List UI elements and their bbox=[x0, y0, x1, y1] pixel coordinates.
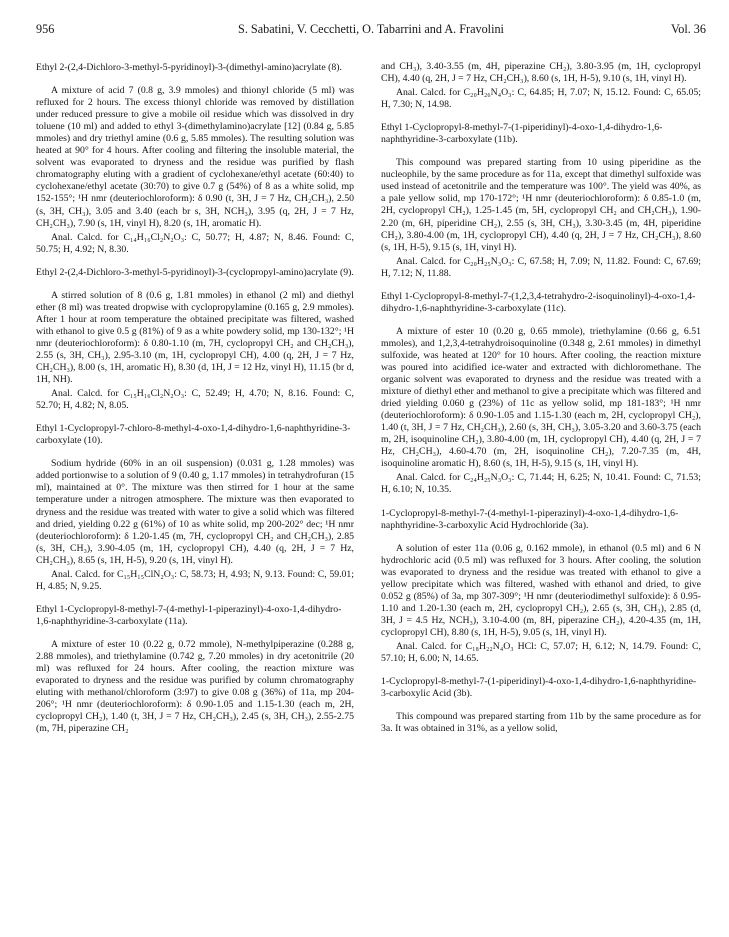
running-header bbox=[36, 22, 706, 38]
analysis-line: Anal. Calcd. for C₁₅H₁₆Cl₂N₂O₃: C, 52.49; H, 4.70; N, 8.16. Found: C, 52.70; H, 4.82; N, 8.05. bbox=[36, 388, 354, 412]
volume-label: Vol. 36 bbox=[671, 22, 706, 36]
analysis-line: Anal. Calcd. for C₂₄H₂₅N₃O₃: C, 71.44; H, 6.25; N, 10.41. Found: C, 71.53; H, 6.10; N, 10.35. bbox=[381, 472, 701, 496]
compound-heading: 1-Cyclopropyl-8-methyl-7-(1-piperidinyl)-4-oxo-1,4-dihydro-1,6-naphthyridine-3-carboxylic Acid (3b). bbox=[381, 676, 697, 700]
analysis-line: Anal. Calcd. for C₂₀H₂₅N₃O₃: C, 67.58; H, 7.09; N, 11.82. Found: C, 67.69; H, 7.12; N, 11.88. bbox=[381, 255, 701, 279]
analysis-line: Anal. Calcd. for C₁₄H₁₆Cl₂N₂O₃: C, 50.77; H, 4.87; N, 8.46. Found: C, 50.75; H, 4.92; N, 8.30. bbox=[36, 231, 354, 255]
compound-heading: Ethyl 2-(2,4-Dichloro-3-methyl-5-pyridinoyl)-3-(dimethyl-amino)acrylate (8). bbox=[36, 62, 342, 73]
left-column bbox=[36, 62, 354, 735]
procedure-paragraph: A mixture of ester 10 (0.22 g, 0.72 mmole), N-methylpiperazine (0.288 g, 2.88 mmoles), and triethylamine (0.742 g, 7.20 mmoles) in dry acetonitrile (20 ml) was refluxed for 24 hours. After cooling, the reaction mixture was evaporated to dryness and the residue was purified by column chromatography eluting with methanol/chloroform (3:97) to give 0.08 g (36%) of 11a, mp 204-206°; ¹H nmr (deuteriochloroform): δ 0.90-1.05 and 1.15-1.30 (each m, 2H, cyclopropyl CH₂), 1.40 (t, 3H, J = 7 Hz, CH₂CH₃), 2.45 (s, 3H, CH₃), 2.55-2.75 (m, 7H, piperazine CH₂ bbox=[36, 638, 354, 735]
compound-heading: 1-Cyclopropyl-8-methyl-7-(4-methyl-1-piperazinyl)-4-oxo-1,4-dihydro-1,6-naphthyridine-3-carboxylic Acid Hydrochloride (3a). bbox=[381, 507, 679, 531]
compound-heading: Ethyl 1-Cyclopropyl-8-methyl-7-(1-piperidinyl)-4-oxo-1,4-dihydro-1,6-naphthyridine-3-carboxylate (11b). bbox=[381, 122, 663, 146]
procedure-paragraph: Sodium hydride (60% in an oil suspension) (0.031 g, 1.28 mmoles) was added portionwise to a solution of 9 (0.40 g, 1.17 mmoles) in tetrahydrofuran (15 ml), maintained at 0°. The mixture was then stirred for 1 hour at the same temperature under a nitrogen atmosphere. The mixture was then evaporated to dryness and the residue was treated with water to give a solid which was filtered and dried, yielding 0.22 g (61%) of 10 as white solid, mp 200-202° dec; ¹H nmr (deuteriochloroform): δ 1.20-1.45 (m, 7H, cyclopropyl CH₂ and CH₂CH₃), 2.85 (s, 3H, CH₃), 3.90-4.05 (m, 1H, cyclopropyl CH), 4.40 (q, 2H, J = 7 Hz, CH₂CH₃), 8.65 (s, 1H, H-5), 9.20 (s, 1H, vinyl H). bbox=[36, 458, 354, 566]
procedure-paragraph: This compound was prepared starting from 11b by the same procedure as for 3a. It was obtained in 31%, as a yellow solid, bbox=[381, 711, 701, 735]
right-column bbox=[381, 61, 701, 735]
analysis-line: Anal. Calcd. for C₂₀H₂₆N₄O₃: C, 64.85; H, 7.07; N, 15.12. Found: C, 65.05; H, 7.30; N, 14.98. bbox=[381, 87, 701, 111]
procedure-paragraph: A mixture of acid 7 (0.8 g, 3.9 mmoles) and thionyl chloride (5 ml) was refluxed for 2 hours. The excess thionyl chloride was removed by distillation under reduced pressure to give a mobile oil residue which was dissolved in dry toluene (10 ml) and added to ethyl 3-(dimethylamino)acrylate [12] (0.84 g, 5.85 mmoles) and dry triethyl amine (0.6 g, 5.85 mmoles). The resulting solution was heated at 90° for 4 hours. After cooling and filtering the insoluble material, the solvent was evaporated to dryness and the residue was purified by flash chromatography eluting with a gradient of cyclohexane/ethyl acetate (60:40) to cyclohexane/ethyl acetate (30:70) to give 0.7 g (54%) of 8 as a white solid, mp 152-155°; ¹H nmr (deuteriochloroform): δ 0.90 (t, 3H, J = 7 Hz, CH₂CH₃), 2.50 (s, 3H, CH₃), 3.05 and 3.40 (each br s, 3H, NCH₃), 3.95 (q, 2H, J = 7 Hz, CH₂CH₃), 7.90 (s, 1H, vinyl H), 8.20 (s, 1H, aromatic H). bbox=[36, 85, 354, 229]
analysis-line: Anal. Calcd. for C₁₈H₂₂N₄O₃ HCl: C, 57.07; H, 6.12; N, 14.79. Found: C, 57.10; H, 6.00; N, 14.65. bbox=[381, 640, 701, 665]
page-number: 956 bbox=[36, 22, 55, 36]
procedure-paragraph-continued: and CH₃), 3.40-3.55 (m, 4H, piperazine CH₂), 3.80-3.95 (m, 1H, cyclopropyl CH), 4.40 (q, 2H, J = 7 Hz, CH₂CH₃), 8.60 (s, 1H, H-5), 9.10 (s, 1H, vinyl H). bbox=[381, 61, 701, 85]
procedure-paragraph: A mixture of ester 10 (0.20 g, 0.65 mmole), triethylamine (0.66 g, 6.51 mmoles), and 1,2,3,4-tetrahydroisoquinoline (0.348 g, 2.61 mmoles) in dimethyl sulfoxide, was heated at 120° for 10 hours. After cooling, the reaction mixture was poured into acidified ice-water and extracted with dichloromethane. The organic solvent was evaporated to dryness and the residue was treated with a mixture of diethyl ether and methanol to give a precipitate which was filtered and dried yielding 0.060 g (23%) of 11c as yellow solid, mp 181-183°; ¹H nmr (deuteriochloroform): δ 0.90-1.05 and 1.15-1.30 (each m, 2H, cyclopropyl CH₂), 1.40 (t, 3H, J = 7 Hz, CH₂CH₃), 2.60 (s, 3H, CH₃), 3.05-3.20 and 3.60-3.75 (each m, 2H, isoquinoline CH₂), 3.80-4.00 (m, 1H, cyclopropyl CH), 4.40 (q, 2H, J = 7 Hz, CH₂CH₃), 4.60-4.70 (m, 2H, isoquinoline CH₂), 7.20-7.35 (m, 4H, isoquinoline aromatic H), 8.60 (s, 1H, H-5), 9.15 (s, 1H, vinyl H). bbox=[381, 325, 701, 470]
analysis-line: Anal. Calcd. for C₁₅H₁₅ClN₂O₃: C, 58.73; H, 4.93; N, 9.13. Found: C, 59.01; H, 4.85; N, 9.25. bbox=[36, 568, 354, 592]
compound-heading: Ethyl 1-Cyclopropyl-8-methyl-7-(4-methyl-1-piperazinyl)-4-oxo-1,4-dihydro-1,6-naphthyridine-3-carboxylate (11a). bbox=[36, 603, 342, 627]
procedure-paragraph: This compound was prepared starting from 10 using piperidine as the nucleophile, by the same procedure as for 11a, except that dimethyl sulfoxide was used instead of acetonitrile and the temperature was 100°. The yield was 40%, as a pale yellow solid, mp 170-172°; ¹H nmr (deuteriochloroform): δ 0.85-1.0 (m, 2H, cyclopropyl CH₂), 1.25-1.45 (m, 5H, cyclopropyl CH₂ and CH₂CH₃), 1.90-2.20 (m, 6H, piperidine CH₂), 2.55 (s, 3H, CH₃), 3.30-3.45 (m, 4H, piperidine CH₂), 3.80-4.00 (m, 1H, cyclopropyl CH), 4.40 (q, 2H, J = 7 Hz, CH₂CH₃), 8.60 (s, 1H, H-5), 9.15 (s, 1H, vinyl H). bbox=[381, 157, 701, 253]
compound-heading: Ethyl 2-(2,4-Dichloro-3-methyl-5-pyridinoyl)-3-(cyclopropyl-amino)acrylate (9). bbox=[36, 266, 354, 278]
compound-heading: Ethyl 1-Cyclopropyl-8-methyl-7-(1,2,3,4-tetrahydro-2-isoquinolinyl)-4-oxo-1,4-dihydro-1,6-naphthyridine-3-carboxylate (11c). bbox=[381, 290, 696, 314]
procedure-paragraph: A stirred solution of 8 (0.6 g, 1.81 mmoles) in ethanol (2 ml) and diethyl ether (8 ml) was treated dropwise with cyclopropylamine (0.165 g, 2.9 mmoles). After 1 hour at room temperature the obtained precipitate was filtered, washed with ethanol to give 0.5 g (81%) of 9 as a white powdery solid, mp 130-132°; ¹H nmr (deuteriochloroform): δ 0.80-1.10 (m, 7H, cyclopropyl CH₂ and CH₂CH₃), 2.55 (s, 3H, CH₃), 2.95-3.10 (m, 1H, cyclopropyl CH), 4.00 (q, 2H, J = 7 Hz, CH₂CH₃), 8.00 (s, 1H, aromatic H), 8.30 (d, 1H, J = 12 Hz, vinyl H), 11.15 (br d, 1H, NH). bbox=[36, 289, 354, 386]
compound-heading: Ethyl 1-Cyclopropyl-7-chloro-8-methyl-4-oxo-1,4-dihydro-1,6-naphthyridine-3-carboxylate (10). bbox=[36, 423, 351, 447]
running-authors: S. Sabatini, V. Cecchetti, O. Tabarrini and A. Fravolini bbox=[238, 22, 504, 36]
procedure-paragraph: A solution of ester 11a (0.06 g, 0.162 mmole), in ethanol (0.5 ml) and 6 N hydrochloric acid (0.5 ml) was refluxed for 3 hours. After cooling, the solution was evaporated to dryness and the residue was treated with ethanol to give a yellow precipitate which was filtered, washed with ethanol and dried, to give 0.052 g (85%) of 3a, mp 307-309°; ¹H nmr (deuteriodimethyl sulfoxide): δ 0.95-1.10 and 1.20-1.30 (each m, 2H, cyclopropyl CH₂), 2.65 (s, 3H, CH₃), 2.85 (d, 3H, J = 4.5 Hz, NCH₃), 3.10-4.00 (m, 8H, piperazine CH₂), 4.20-4.35 (m, 1H, cyclopropyl CH), 8.80 (s, 1H, H-5), 9.05 (s, 1H, vinyl H). bbox=[381, 542, 701, 638]
